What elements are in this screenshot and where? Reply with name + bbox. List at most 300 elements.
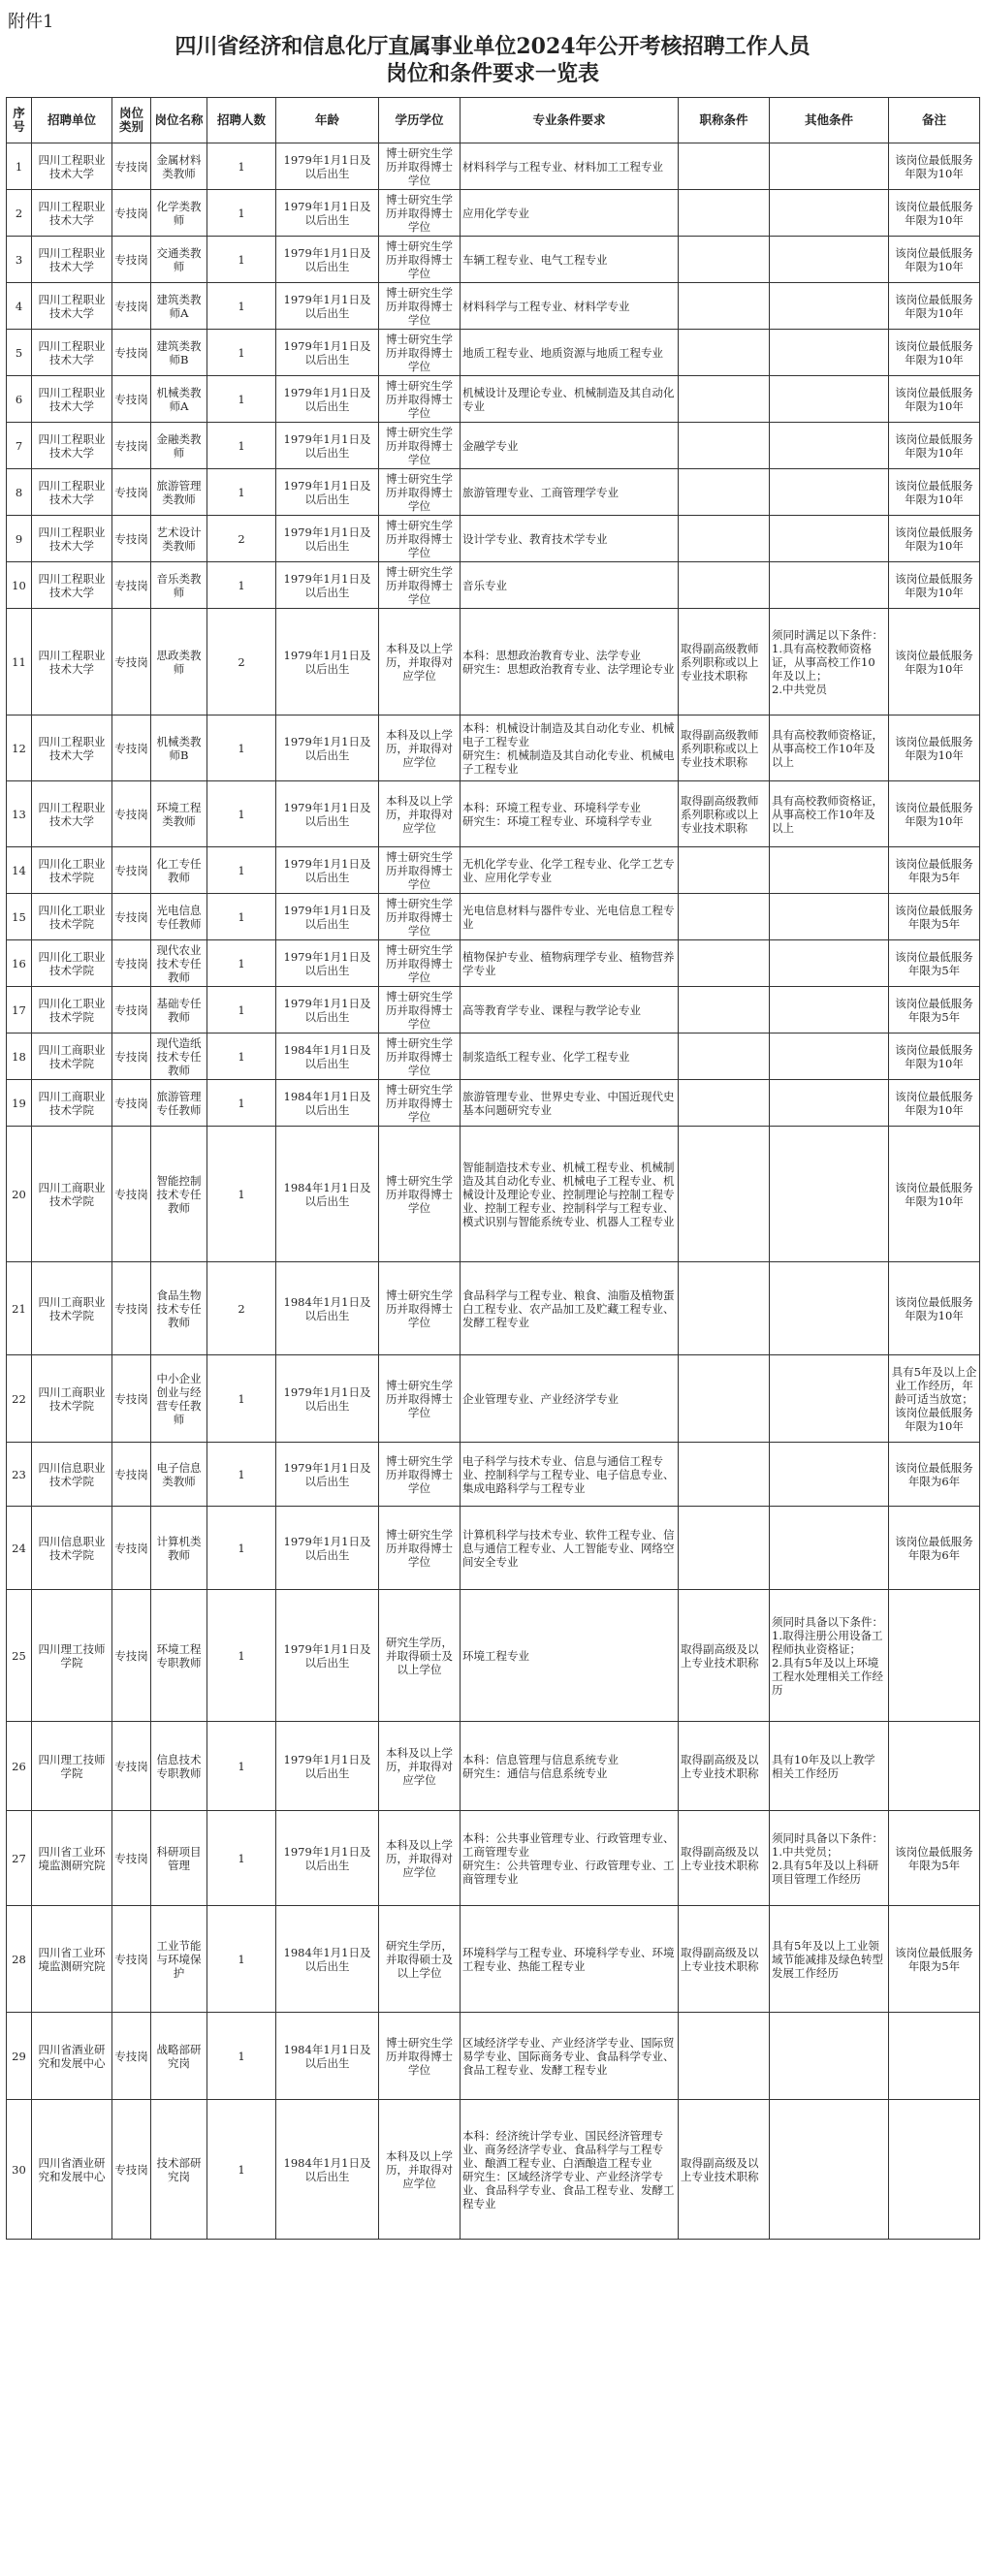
cell-position: 化学类教师 bbox=[151, 190, 207, 237]
cell-category: 专技岗 bbox=[112, 1590, 151, 1722]
cell-title-req bbox=[679, 469, 770, 516]
cell-unit: 四川工程职业技术大学 bbox=[32, 143, 112, 190]
cell-remark: 该岗位最低服务年限为10年 bbox=[889, 190, 980, 237]
cell-other bbox=[770, 469, 889, 516]
cell-major: 车辆工程专业、电气工程专业 bbox=[461, 237, 679, 283]
cell-major: 本科：经济统计学专业、国民经济管理专业、商务经济学专业、食品科学与工程专业、酿酒工程专业、白酒酿造工程专业 研究生：区域经济学专业、产业经济学专业、食品科学专业、食品工程专业、发酵工程专业 bbox=[461, 2100, 679, 2240]
table-row bbox=[7, 330, 980, 376]
cell-seq: 12 bbox=[7, 716, 32, 781]
cell-category: 专技岗 bbox=[112, 190, 151, 237]
cell-other: 须同时满足以下条件： 1.具有高校教师资格证，从事高校工作10年及以上； 2.中共党员 bbox=[770, 609, 889, 716]
cell-age: 1984年1月1日及以后出生 bbox=[276, 2013, 379, 2100]
cell-education: 研究生学历，并取得硕士及以上学位 bbox=[379, 1590, 461, 1722]
cell-major: 企业管理专业、产业经济学专业 bbox=[461, 1355, 679, 1443]
document-title bbox=[0, 33, 985, 87]
cell-other bbox=[770, 423, 889, 469]
cell-other: 具有10年及以上教学相关工作经历 bbox=[770, 1722, 889, 1811]
cell-title-req bbox=[679, 1262, 770, 1355]
cell-major: 本科：机械设计制造及其自动化专业、机械电子工程专业 研究生：机械制造及其自动化专业、机械电子工程专业 bbox=[461, 716, 679, 781]
cell-position: 工业节能与环境保护 bbox=[151, 1906, 207, 2013]
cell-title-req: 取得副高级教师系列职称或以上专业技术职称 bbox=[679, 781, 770, 847]
cell-remark: 该岗位最低服务年限为10年 bbox=[889, 469, 980, 516]
cell-count: 1 bbox=[207, 781, 276, 847]
cell-remark: 该岗位最低服务年限为5年 bbox=[889, 987, 980, 1034]
cell-category: 专技岗 bbox=[112, 1906, 151, 2013]
cell-title-req: 取得副高级及以上专业技术职称 bbox=[679, 1906, 770, 2013]
header-category: 岗位类别 bbox=[112, 98, 151, 143]
cell-seq: 25 bbox=[7, 1590, 32, 1722]
cell-major: 本科：公共事业管理专业、行政管理专业、工商管理专业 研究生：公共管理专业、行政管理专业、工商管理专业 bbox=[461, 1811, 679, 1906]
cell-age: 1979年1月1日及以后出生 bbox=[276, 1507, 379, 1590]
cell-remark: 该岗位最低服务年限为10年 bbox=[889, 781, 980, 847]
table-row bbox=[7, 1080, 980, 1127]
cell-age: 1979年1月1日及以后出生 bbox=[276, 190, 379, 237]
cell-other bbox=[770, 1127, 889, 1262]
table-row bbox=[7, 283, 980, 330]
cell-title-req bbox=[679, 1127, 770, 1262]
cell-major: 材料科学与工程专业、材料学专业 bbox=[461, 283, 679, 330]
cell-position: 信息技术专职教师 bbox=[151, 1722, 207, 1811]
cell-other bbox=[770, 562, 889, 609]
cell-age: 1979年1月1日及以后出生 bbox=[276, 376, 379, 423]
table-row bbox=[7, 190, 980, 237]
cell-other bbox=[770, 847, 889, 894]
cell-education: 本科及以上学历，并取得对应学位 bbox=[379, 1811, 461, 1906]
cell-remark bbox=[889, 1722, 980, 1811]
cell-seq: 30 bbox=[7, 2100, 32, 2240]
cell-seq: 8 bbox=[7, 469, 32, 516]
cell-position: 金融类教师 bbox=[151, 423, 207, 469]
cell-remark: 该岗位最低服务年限为6年 bbox=[889, 1507, 980, 1590]
cell-remark: 该岗位最低服务年限为6年 bbox=[889, 1443, 980, 1507]
cell-count: 1 bbox=[207, 562, 276, 609]
header-age: 年龄 bbox=[276, 98, 379, 143]
cell-seq: 20 bbox=[7, 1127, 32, 1262]
cell-education: 博士研究生学历并取得博士学位 bbox=[379, 190, 461, 237]
table-row bbox=[7, 1507, 980, 1590]
cell-count: 1 bbox=[207, 143, 276, 190]
cell-count: 1 bbox=[207, 1127, 276, 1262]
cell-remark: 该岗位最低服务年限为10年 bbox=[889, 1034, 980, 1080]
cell-age: 1979年1月1日及以后出生 bbox=[276, 469, 379, 516]
table-row bbox=[7, 987, 980, 1034]
cell-age: 1979年1月1日及以后出生 bbox=[276, 516, 379, 562]
cell-remark: 该岗位最低服务年限为10年 bbox=[889, 330, 980, 376]
cell-title-req bbox=[679, 847, 770, 894]
cell-other bbox=[770, 1355, 889, 1443]
cell-age: 1979年1月1日及以后出生 bbox=[276, 1811, 379, 1906]
cell-other bbox=[770, 1034, 889, 1080]
cell-education: 博士研究生学历并取得博士学位 bbox=[379, 987, 461, 1034]
cell-unit: 四川工程职业技术大学 bbox=[32, 781, 112, 847]
cell-title-req bbox=[679, 1507, 770, 1590]
cell-other bbox=[770, 894, 889, 940]
cell-age: 1979年1月1日及以后出生 bbox=[276, 283, 379, 330]
cell-count: 1 bbox=[207, 423, 276, 469]
cell-other: 须同时具备以下条件： 1.中共党员； 2.具有5年及以上科研项目管理工作经历 bbox=[770, 1811, 889, 1906]
cell-seq: 22 bbox=[7, 1355, 32, 1443]
cell-remark: 该岗位最低服务年限为10年 bbox=[889, 716, 980, 781]
cell-position: 计算机类教师 bbox=[151, 1507, 207, 1590]
cell-education: 博士研究生学历并取得博士学位 bbox=[379, 1355, 461, 1443]
cell-other bbox=[770, 516, 889, 562]
cell-remark: 该岗位最低服务年限为5年 bbox=[889, 894, 980, 940]
cell-category: 专技岗 bbox=[112, 940, 151, 987]
cell-count: 1 bbox=[207, 469, 276, 516]
cell-unit: 四川工程职业技术大学 bbox=[32, 237, 112, 283]
table-row bbox=[7, 1262, 980, 1355]
cell-age: 1979年1月1日及以后出生 bbox=[276, 423, 379, 469]
cell-age: 1979年1月1日及以后出生 bbox=[276, 1443, 379, 1507]
cell-remark: 该岗位最低服务年限为10年 bbox=[889, 143, 980, 190]
cell-major: 设计学专业、教育技术学专业 bbox=[461, 516, 679, 562]
cell-unit: 四川工程职业技术大学 bbox=[32, 609, 112, 716]
cell-category: 专技岗 bbox=[112, 1355, 151, 1443]
cell-education: 博士研究生学历并取得博士学位 bbox=[379, 330, 461, 376]
cell-other bbox=[770, 376, 889, 423]
cell-position: 电子信息类教师 bbox=[151, 1443, 207, 1507]
cell-category: 专技岗 bbox=[112, 562, 151, 609]
cell-education: 博士研究生学历并取得博士学位 bbox=[379, 894, 461, 940]
cell-seq: 10 bbox=[7, 562, 32, 609]
cell-position: 交通类教师 bbox=[151, 237, 207, 283]
cell-count: 1 bbox=[207, 1906, 276, 2013]
table-row bbox=[7, 2013, 980, 2100]
cell-category: 专技岗 bbox=[112, 143, 151, 190]
cell-remark: 该岗位最低服务年限为10年 bbox=[889, 1262, 980, 1355]
cell-category: 专技岗 bbox=[112, 1507, 151, 1590]
cell-major: 本科：思想政治教育专业、法学专业 研究生：思想政治教育专业、法学理论专业 bbox=[461, 609, 679, 716]
cell-unit: 四川工商职业技术学院 bbox=[32, 1127, 112, 1262]
cell-title-req bbox=[679, 1443, 770, 1507]
cell-remark: 该岗位最低服务年限为10年 bbox=[889, 1080, 980, 1127]
cell-position: 智能控制技术专任教师 bbox=[151, 1127, 207, 1262]
table-row bbox=[7, 562, 980, 609]
cell-seq: 24 bbox=[7, 1507, 32, 1590]
cell-age: 1984年1月1日及以后出生 bbox=[276, 1906, 379, 2013]
table-row bbox=[7, 237, 980, 283]
cell-position: 现代农业技术专任教师 bbox=[151, 940, 207, 987]
cell-position: 艺术设计类教师 bbox=[151, 516, 207, 562]
cell-major: 环境工程专业 bbox=[461, 1590, 679, 1722]
cell-age: 1979年1月1日及以后出生 bbox=[276, 237, 379, 283]
cell-count: 1 bbox=[207, 190, 276, 237]
cell-category: 专技岗 bbox=[112, 283, 151, 330]
header-remark: 备注 bbox=[889, 98, 980, 143]
cell-remark: 该岗位最低服务年限为10年 bbox=[889, 423, 980, 469]
cell-major: 电子科学与技术专业、信息与通信工程专业、控制科学与工程专业、电子信息专业、集成电路科学与工程专业 bbox=[461, 1443, 679, 1507]
cell-seq: 15 bbox=[7, 894, 32, 940]
cell-age: 1979年1月1日及以后出生 bbox=[276, 562, 379, 609]
cell-unit: 四川省工业环境监测研究院 bbox=[32, 1811, 112, 1906]
cell-category: 专技岗 bbox=[112, 609, 151, 716]
cell-age: 1984年1月1日及以后出生 bbox=[276, 1034, 379, 1080]
cell-seq: 11 bbox=[7, 609, 32, 716]
cell-education: 研究生学历，并取得硕士及以上学位 bbox=[379, 1906, 461, 2013]
cell-category: 专技岗 bbox=[112, 894, 151, 940]
title-line-2: 岗位和条件要求一览表 bbox=[385, 61, 599, 86]
cell-education: 博士研究生学历并取得博士学位 bbox=[379, 237, 461, 283]
header-seq: 序号 bbox=[7, 98, 32, 143]
header-unit: 招聘单位 bbox=[32, 98, 112, 143]
cell-title-req bbox=[679, 1034, 770, 1080]
cell-education: 博士研究生学历并取得博士学位 bbox=[379, 516, 461, 562]
cell-unit: 四川化工职业技术学院 bbox=[32, 940, 112, 987]
cell-seq: 19 bbox=[7, 1080, 32, 1127]
cell-count: 1 bbox=[207, 847, 276, 894]
cell-title-req bbox=[679, 940, 770, 987]
cell-count: 2 bbox=[207, 609, 276, 716]
cell-major: 食品科学与工程专业、粮食、油脂及植物蛋白工程专业、农产品加工及贮藏工程专业、发酵工程专业 bbox=[461, 1262, 679, 1355]
cell-age: 1979年1月1日及以后出生 bbox=[276, 894, 379, 940]
cell-education: 博士研究生学历并取得博士学位 bbox=[379, 469, 461, 516]
cell-education: 博士研究生学历并取得博士学位 bbox=[379, 2013, 461, 2100]
table-row bbox=[7, 1811, 980, 1906]
cell-major: 智能制造技术专业、机械工程专业、机械制造及其自动化专业、机械电子工程专业、机械设计及理论专业、控制理论与控制工程专业、控制工程专业、控制科学与工程专业、模式识别与智能系统专业、机器人工程专业 bbox=[461, 1127, 679, 1262]
cell-position: 战略部研究岗 bbox=[151, 2013, 207, 2100]
cell-age: 1979年1月1日及以后出生 bbox=[276, 781, 379, 847]
cell-remark bbox=[889, 2100, 980, 2240]
cell-education: 博士研究生学历并取得博士学位 bbox=[379, 1127, 461, 1262]
cell-position: 光电信息专任教师 bbox=[151, 894, 207, 940]
cell-other bbox=[770, 2100, 889, 2240]
cell-unit: 四川工商职业技术学院 bbox=[32, 1080, 112, 1127]
cell-seq: 14 bbox=[7, 847, 32, 894]
cell-position: 化工专任教师 bbox=[151, 847, 207, 894]
cell-position: 旅游管理类教师 bbox=[151, 469, 207, 516]
cell-age: 1979年1月1日及以后出生 bbox=[276, 987, 379, 1034]
cell-education: 博士研究生学历并取得博士学位 bbox=[379, 562, 461, 609]
table-row bbox=[7, 1590, 980, 1722]
cell-education: 博士研究生学历并取得博士学位 bbox=[379, 423, 461, 469]
table-row bbox=[7, 2100, 980, 2240]
cell-position: 技术部研究岗 bbox=[151, 2100, 207, 2240]
cell-unit: 四川化工职业技术学院 bbox=[32, 987, 112, 1034]
cell-count: 1 bbox=[207, 330, 276, 376]
cell-position: 现代造纸技术专任教师 bbox=[151, 1034, 207, 1080]
cell-count: 1 bbox=[207, 1811, 276, 1906]
cell-education: 本科及以上学历，并取得对应学位 bbox=[379, 1722, 461, 1811]
cell-unit: 四川化工职业技术学院 bbox=[32, 847, 112, 894]
cell-title-req bbox=[679, 562, 770, 609]
cell-category: 专技岗 bbox=[112, 1080, 151, 1127]
cell-age: 1979年1月1日及以后出生 bbox=[276, 716, 379, 781]
cell-position: 环境工程类教师 bbox=[151, 781, 207, 847]
cell-age: 1979年1月1日及以后出生 bbox=[276, 940, 379, 987]
cell-education: 博士研究生学历并取得博士学位 bbox=[379, 376, 461, 423]
cell-seq: 28 bbox=[7, 1906, 32, 2013]
cell-title-req: 取得副高级及以上专业技术职称 bbox=[679, 1590, 770, 1722]
table-row bbox=[7, 1443, 980, 1507]
cell-unit: 四川工程职业技术大学 bbox=[32, 516, 112, 562]
cell-count: 2 bbox=[207, 516, 276, 562]
table-row bbox=[7, 1127, 980, 1262]
cell-remark: 该岗位最低服务年限为10年 bbox=[889, 283, 980, 330]
cell-unit: 四川省工业环境监测研究院 bbox=[32, 1906, 112, 2013]
cell-count: 1 bbox=[207, 1722, 276, 1811]
cell-unit: 四川理工技师学院 bbox=[32, 1722, 112, 1811]
table-row bbox=[7, 143, 980, 190]
cell-category: 专技岗 bbox=[112, 237, 151, 283]
cell-title-req bbox=[679, 330, 770, 376]
cell-age: 1979年1月1日及以后出生 bbox=[276, 847, 379, 894]
cell-unit: 四川化工职业技术学院 bbox=[32, 894, 112, 940]
cell-title-req bbox=[679, 1080, 770, 1127]
cell-category: 专技岗 bbox=[112, 1811, 151, 1906]
cell-position: 中小企业创业与经营专任教师 bbox=[151, 1355, 207, 1443]
cell-unit: 四川工程职业技术大学 bbox=[32, 423, 112, 469]
table-row bbox=[7, 1355, 980, 1443]
cell-major: 环境科学与工程专业、环境科学专业、环境工程专业、热能工程专业 bbox=[461, 1906, 679, 2013]
cell-count: 1 bbox=[207, 1443, 276, 1507]
cell-remark: 该岗位最低服务年限为10年 bbox=[889, 1127, 980, 1262]
cell-position: 科研项目管理 bbox=[151, 1811, 207, 1906]
cell-education: 博士研究生学历并取得博士学位 bbox=[379, 1080, 461, 1127]
cell-education: 本科及以上学历，并取得对应学位 bbox=[379, 2100, 461, 2240]
cell-major: 植物保护专业、植物病理学专业、植物营养学专业 bbox=[461, 940, 679, 987]
cell-remark: 该岗位最低服务年限为5年 bbox=[889, 1906, 980, 2013]
cell-category: 专技岗 bbox=[112, 1034, 151, 1080]
cell-title-req bbox=[679, 987, 770, 1034]
cell-unit: 四川工程职业技术大学 bbox=[32, 562, 112, 609]
cell-other bbox=[770, 1080, 889, 1127]
cell-category: 专技岗 bbox=[112, 469, 151, 516]
table-row bbox=[7, 894, 980, 940]
cell-seq: 9 bbox=[7, 516, 32, 562]
header-row bbox=[7, 98, 980, 143]
cell-education: 本科及以上学历，并取得对应学位 bbox=[379, 781, 461, 847]
cell-other bbox=[770, 283, 889, 330]
cell-age: 1979年1月1日及以后出生 bbox=[276, 330, 379, 376]
cell-category: 专技岗 bbox=[112, 1443, 151, 1507]
cell-remark bbox=[889, 2013, 980, 2100]
cell-count: 1 bbox=[207, 1034, 276, 1080]
table-row bbox=[7, 423, 980, 469]
header-title-req: 职称条件 bbox=[679, 98, 770, 143]
cell-remark: 该岗位最低服务年限为10年 bbox=[889, 516, 980, 562]
cell-seq: 1 bbox=[7, 143, 32, 190]
cell-unit: 四川工程职业技术大学 bbox=[32, 716, 112, 781]
table-row bbox=[7, 716, 980, 781]
cell-unit: 四川工程职业技术大学 bbox=[32, 376, 112, 423]
cell-count: 1 bbox=[207, 2100, 276, 2240]
cell-count: 1 bbox=[207, 376, 276, 423]
cell-count: 1 bbox=[207, 894, 276, 940]
cell-category: 专技岗 bbox=[112, 1722, 151, 1811]
header-position: 岗位名称 bbox=[151, 98, 207, 143]
cell-unit: 四川工商职业技术学院 bbox=[32, 1262, 112, 1355]
cell-remark: 该岗位最低服务年限为5年 bbox=[889, 940, 980, 987]
cell-title-req bbox=[679, 143, 770, 190]
cell-count: 1 bbox=[207, 2013, 276, 2100]
cell-seq: 7 bbox=[7, 423, 32, 469]
table-row bbox=[7, 1906, 980, 2013]
cell-seq: 26 bbox=[7, 1722, 32, 1811]
cell-education: 本科及以上学历，并取得对应学位 bbox=[379, 716, 461, 781]
table-row bbox=[7, 940, 980, 987]
cell-category: 专技岗 bbox=[112, 2100, 151, 2240]
cell-education: 博士研究生学历并取得博士学位 bbox=[379, 1443, 461, 1507]
cell-education: 本科及以上学历，并取得对应学位 bbox=[379, 609, 461, 716]
cell-category: 专技岗 bbox=[112, 423, 151, 469]
cell-other: 具有高校教师资格证，从事高校工作10年及以上 bbox=[770, 781, 889, 847]
cell-other bbox=[770, 1443, 889, 1507]
cell-major: 无机化学专业、化学工程专业、化学工艺专业、应用化学专业 bbox=[461, 847, 679, 894]
cell-remark: 该岗位最低服务年限为5年 bbox=[889, 847, 980, 894]
cell-seq: 16 bbox=[7, 940, 32, 987]
recruitment-table bbox=[6, 97, 980, 2240]
cell-other bbox=[770, 940, 889, 987]
cell-age: 1984年1月1日及以后出生 bbox=[276, 1080, 379, 1127]
cell-title-req bbox=[679, 2013, 770, 2100]
cell-position: 基础专任教师 bbox=[151, 987, 207, 1034]
cell-count: 1 bbox=[207, 237, 276, 283]
cell-other bbox=[770, 987, 889, 1034]
table-row bbox=[7, 376, 980, 423]
cell-age: 1979年1月1日及以后出生 bbox=[276, 1590, 379, 1722]
cell-remark: 该岗位最低服务年限为10年 bbox=[889, 237, 980, 283]
cell-title-req bbox=[679, 1355, 770, 1443]
cell-seq: 6 bbox=[7, 376, 32, 423]
cell-unit: 四川工程职业技术大学 bbox=[32, 469, 112, 516]
cell-title-req: 取得副高级及以上专业技术职称 bbox=[679, 2100, 770, 2240]
cell-seq: 18 bbox=[7, 1034, 32, 1080]
cell-seq: 21 bbox=[7, 1262, 32, 1355]
cell-seq: 5 bbox=[7, 330, 32, 376]
cell-position: 音乐类教师 bbox=[151, 562, 207, 609]
cell-other bbox=[770, 190, 889, 237]
cell-major: 计算机科学与技术专业、软件工程专业、信息与通信工程专业、人工智能专业、网络空间安全专业 bbox=[461, 1507, 679, 1590]
cell-major: 地质工程专业、地质资源与地质工程专业 bbox=[461, 330, 679, 376]
cell-category: 专技岗 bbox=[112, 2013, 151, 2100]
cell-other: 具有高校教师资格证，从事高校工作10年及以上 bbox=[770, 716, 889, 781]
cell-title-req bbox=[679, 190, 770, 237]
cell-title-req: 取得副高级教师系列职称或以上专业技术职称 bbox=[679, 716, 770, 781]
table-row bbox=[7, 1722, 980, 1811]
cell-unit: 四川工商职业技术学院 bbox=[32, 1355, 112, 1443]
cell-age: 1979年1月1日及以后出生 bbox=[276, 143, 379, 190]
cell-title-req bbox=[679, 237, 770, 283]
header-major: 专业条件要求 bbox=[461, 98, 679, 143]
cell-major: 旅游管理专业、工商管理学专业 bbox=[461, 469, 679, 516]
title-line-1: 四川省经济和信息化厅直属事业单位2024年公开考核招聘工作人员 bbox=[175, 34, 810, 59]
cell-major: 应用化学专业 bbox=[461, 190, 679, 237]
cell-other bbox=[770, 1262, 889, 1355]
cell-other bbox=[770, 1507, 889, 1590]
cell-category: 专技岗 bbox=[112, 376, 151, 423]
cell-position: 建筑类教师A bbox=[151, 283, 207, 330]
cell-position: 机械类教师A bbox=[151, 376, 207, 423]
cell-count: 1 bbox=[207, 987, 276, 1034]
cell-major: 区域经济学专业、产业经济学专业、国际贸易学专业、国际商务专业、食品科学专业、食品工程专业、发酵工程专业 bbox=[461, 2013, 679, 2100]
cell-age: 1979年1月1日及以后出生 bbox=[276, 1722, 379, 1811]
table-row bbox=[7, 469, 980, 516]
cell-unit: 四川省酒业研究和发展中心 bbox=[32, 2013, 112, 2100]
cell-major: 旅游管理专业、世界史专业、中国近现代史基本问题研究专业 bbox=[461, 1080, 679, 1127]
cell-title-req: 取得副高级及以上专业技术职称 bbox=[679, 1722, 770, 1811]
cell-count: 1 bbox=[207, 1590, 276, 1722]
header-other: 其他条件 bbox=[770, 98, 889, 143]
cell-remark: 该岗位最低服务年限为10年 bbox=[889, 609, 980, 716]
cell-title-req bbox=[679, 516, 770, 562]
table-row bbox=[7, 847, 980, 894]
cell-education: 博士研究生学历并取得博士学位 bbox=[379, 1262, 461, 1355]
cell-major: 材料科学与工程专业、材料加工工程专业 bbox=[461, 143, 679, 190]
cell-count: 2 bbox=[207, 1262, 276, 1355]
cell-count: 1 bbox=[207, 940, 276, 987]
cell-age: 1979年1月1日及以后出生 bbox=[276, 1355, 379, 1443]
cell-position: 机械类教师B bbox=[151, 716, 207, 781]
